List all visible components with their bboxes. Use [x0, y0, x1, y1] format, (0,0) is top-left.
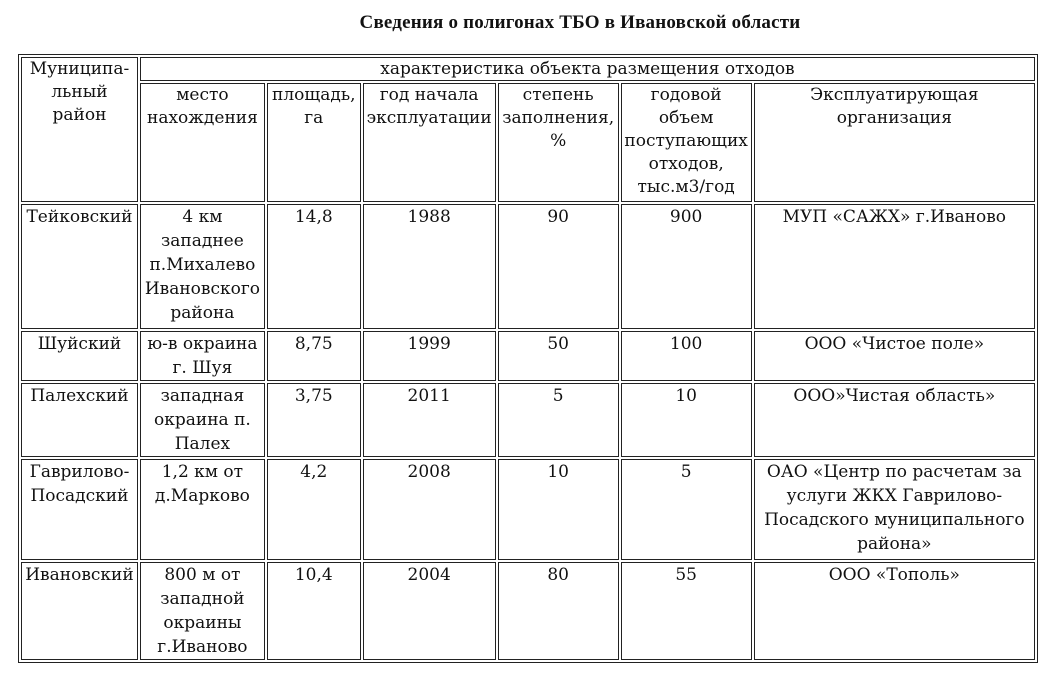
table-row	[21, 383, 1035, 457]
page-title: Сведения о полигонах ТБО в Ивановской области	[359, 12, 801, 33]
cell-location: ю-в окраина г. Шуя	[140, 331, 265, 381]
cell-municipality: Палехский	[21, 383, 138, 457]
column-header-municipality: Муниципа-льный район	[21, 57, 138, 202]
landfill-table	[18, 54, 1038, 663]
column-header-operator: Эксплуатирующая организация	[754, 83, 1035, 202]
cell-operator: МУП «САЖХ» г.Иваново	[754, 204, 1035, 329]
cell-fill: 80	[498, 562, 619, 660]
cell-location: 1,2 км от д.Марково	[140, 459, 265, 560]
cell-area: 3,75	[267, 383, 361, 457]
cell-municipality: Ивановский	[21, 562, 138, 660]
cell-year: 2011	[363, 383, 496, 457]
group-header: характеристика объекта размещения отходов	[140, 57, 1035, 81]
cell-municipality: Шуйский	[21, 331, 138, 381]
cell-volume: 100	[621, 331, 752, 381]
column-header-fill: степень заполнения, %	[498, 83, 619, 202]
table-row	[21, 562, 1035, 660]
cell-volume: 10	[621, 383, 752, 457]
cell-fill: 10	[498, 459, 619, 560]
cell-volume: 900	[621, 204, 752, 329]
cell-area: 14,8	[267, 204, 361, 329]
cell-location: западная окраина п. Палех	[140, 383, 265, 457]
cell-fill: 90	[498, 204, 619, 329]
cell-area: 8,75	[267, 331, 361, 381]
table-row	[21, 459, 1035, 560]
cell-municipality: Гаврилово-Посадский	[21, 459, 138, 560]
table-row	[21, 331, 1035, 381]
cell-municipality: Тейковский	[21, 204, 138, 329]
cell-location: 800 м от западной окраины г.Иваново	[140, 562, 265, 660]
cell-volume: 5	[621, 459, 752, 560]
cell-operator: ООО «Чистое поле»	[754, 331, 1035, 381]
cell-year: 2004	[363, 562, 496, 660]
cell-year: 2008	[363, 459, 496, 560]
cell-area: 10,4	[267, 562, 361, 660]
cell-operator: ООО «Тополь»	[754, 562, 1035, 660]
column-header-area: площадь, га	[267, 83, 361, 202]
cell-volume: 55	[621, 562, 752, 660]
cell-operator: ООО»Чистая область»	[754, 383, 1035, 457]
cell-operator: ОАО «Центр по расчетам за услуги ЖКХ Гаврилово-Посадского муниципального района»	[754, 459, 1035, 560]
cell-area: 4,2	[267, 459, 361, 560]
cell-year: 1988	[363, 204, 496, 329]
column-header-year: год начала эксплуатации	[363, 83, 496, 202]
column-header-location: место нахождения	[140, 83, 265, 202]
cell-fill: 5	[498, 383, 619, 457]
cell-fill: 50	[498, 331, 619, 381]
cell-year: 1999	[363, 331, 496, 381]
cell-location: 4 км западнее п.Михалево Ивановского района	[140, 204, 265, 329]
table-row	[21, 204, 1035, 329]
column-header-volume: годовой объем поступающих отходов, тыс.м3/год	[621, 83, 752, 202]
